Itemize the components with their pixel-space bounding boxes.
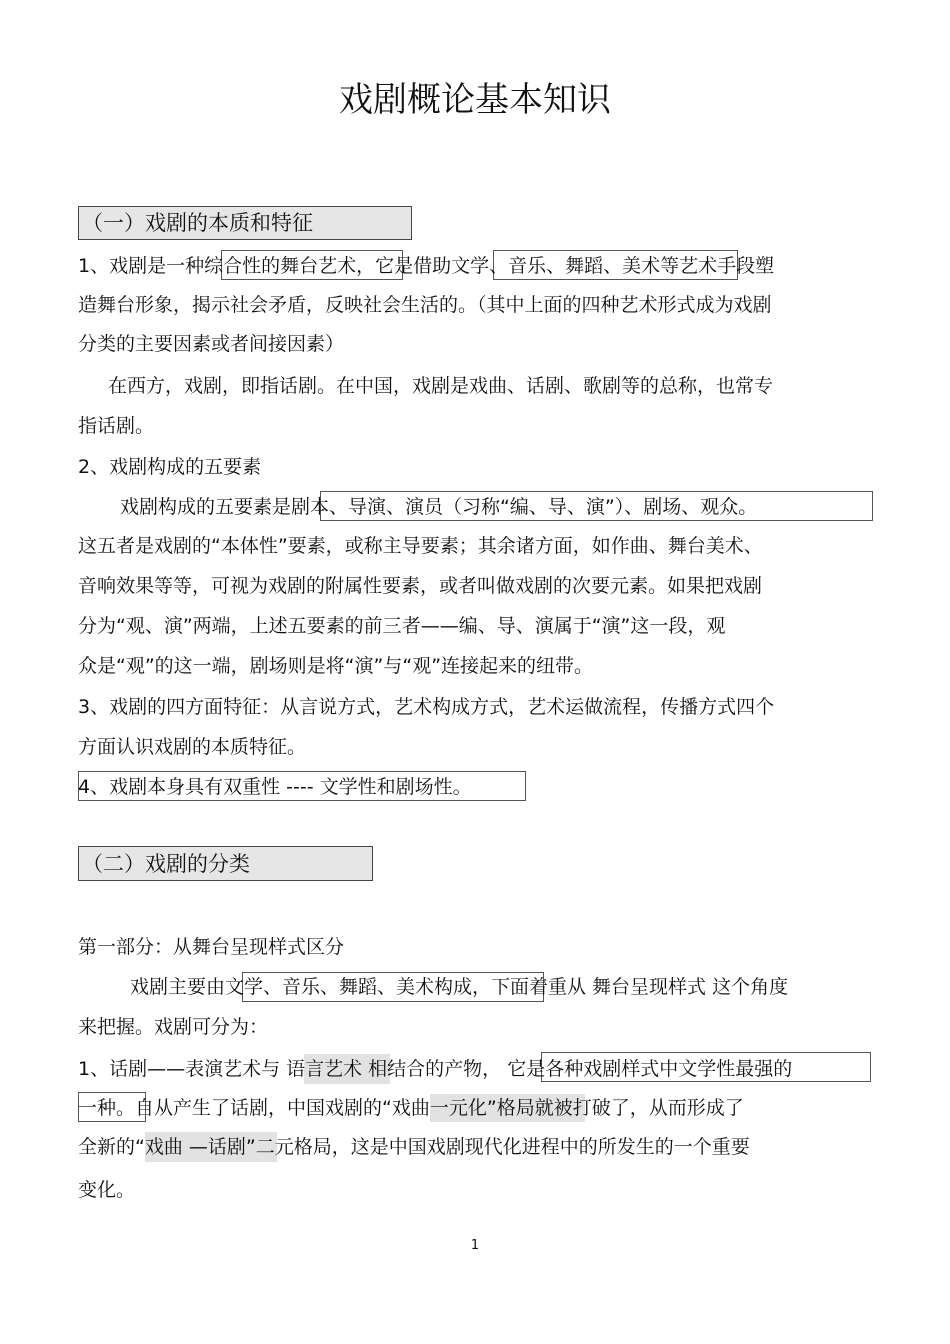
text-line: 戏剧构成的五要素是剧本、导演、演员（习称“编、导、演”）、剧场、观众。 — [120, 496, 758, 518]
text-line: 2、戏剧构成的五要素 — [78, 456, 262, 478]
text-line: 来把握。戏剧可分为： — [78, 1016, 269, 1038]
text-line: 造舞台形象，揭示社会矛盾，反映社会生活的。（其中上面的四种艺术形式成为戏剧 — [78, 294, 772, 316]
page-title: 戏剧概论基本知识 — [339, 80, 611, 120]
text-line: 分类的主要因素或者间接因素） — [78, 333, 345, 355]
page-number: 1 — [470, 1238, 480, 1253]
text-line: 分为“观、演”两端，上述五要素的前三者——编、导、演属于“演”这一段，观 — [78, 615, 726, 637]
text-line: 变化。 — [78, 1179, 136, 1201]
section-title-1: （一）戏剧的本质和特征 — [82, 211, 313, 235]
text-line: 3、戏剧的四方面特征：从言说方式，艺术构成方式，艺术运做流程，传播方式四个 — [78, 696, 775, 718]
text-line: 戏剧主要由文学、音乐、舞蹈、美术构成，下面着重从 舞台呈现样式 这个角度 — [130, 976, 789, 998]
text-line: 在西方，戏剧，即指话剧。在中国，戏剧是戏曲、话剧、歌剧等的总称，也常专 — [108, 375, 774, 397]
text-line: 众是“观”的这一端，剧场则是将“演”与“观”连接起来的纽带。 — [78, 655, 594, 677]
text-line: 1、话剧——表演艺术与 语言艺术 相结合的产物， 它是各种戏剧样式中文学性最强的 — [78, 1058, 793, 1080]
text-line: 1、戏剧是一种综合性的舞台艺术，它是借助文学、音乐、舞蹈、美术等艺术手段塑 — [78, 255, 775, 277]
text-line: 这五者是戏剧的“本体性”要素，或称主导要素；其余诸方面，如作曲、舞台美术、 — [78, 535, 763, 557]
text-line: 一种。自从产生了话剧，中国戏剧的“戏曲一元化”格局就被打破了，从而形成了 — [78, 1097, 744, 1119]
text-line: 4、戏剧本身具有双重性 ---- 文学性和剧场性。 — [78, 776, 472, 798]
text-line: 方面认识戏剧的本质特征。 — [78, 736, 307, 758]
text-line: 音响效果等等，可视为戏剧的附属性要素，或者叫做戏剧的次要元素。如果把戏剧 — [78, 575, 763, 597]
section-title-2: （二）戏剧的分类 — [82, 852, 250, 876]
text-line: 全新的“戏曲 —话剧”二元格局，这是中国戏剧现代化进程中的所发生的一个重要 — [78, 1136, 750, 1158]
text-line: 指话剧。 — [78, 415, 155, 437]
text-line: 第一部分：从舞台呈现样式区分 — [78, 936, 345, 958]
